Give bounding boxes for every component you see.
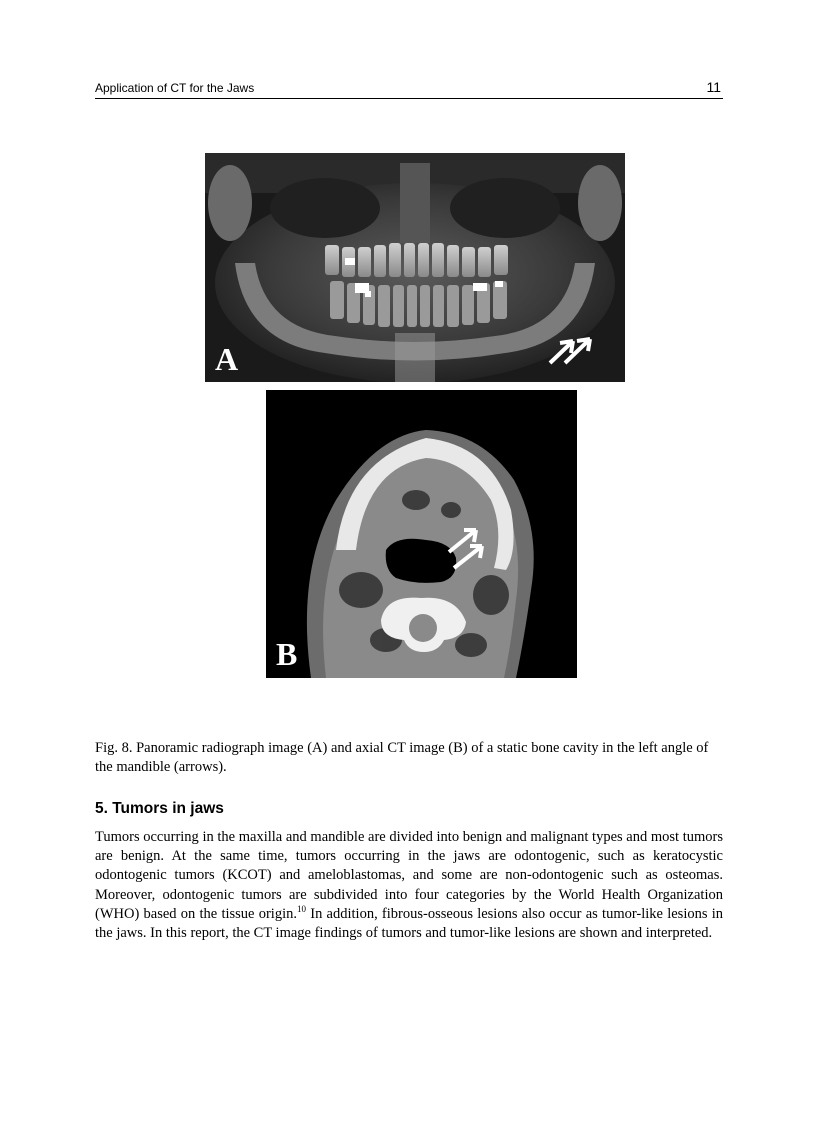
section-paragraph <box>95 828 723 943</box>
panel-a-label: A <box>215 341 239 377</box>
axial-ct-image <box>266 390 577 678</box>
page-number: 11 <box>706 79 721 95</box>
panoramic-radiograph-image <box>205 153 625 382</box>
figure-caption: Fig. 8. Panoramic radiograph image (A) and axial CT image (B) of a static bone cavity in the left angle of the mandible (arrows). <box>95 740 709 775</box>
panel-b-label: B <box>276 636 298 672</box>
axial-ct-drawing <box>266 390 577 678</box>
running-header-title: Application of CT for the Jaws <box>95 81 255 95</box>
reference-superscript: 10 <box>297 903 306 914</box>
paragraph-text-part2: In addition, fibrous-osseous lesions also occur as tumor-like lesions in the jaws. In this report, the CT image findings of tumors and tumor-like lesions are shown and interpreted. <box>95 905 723 942</box>
paragraph-text-part1: Tumors occurring in the maxilla and mandible are divided into benign and malignant types and most tumors are benign. At the same time, tumors occurring in the jaws are odontogenic, such as keratocystic odontogenic tumors (KCOT) and ameloblastomas, and some are non-odontogenic such as osteomas. Moreover, odontogenic tumors are subdivided into four categories by the World Health Organization (WHO) based on the tissue origin. <box>95 829 723 922</box>
section-heading: 5. Tumors in jaws <box>95 800 224 817</box>
running-header <box>95 80 723 99</box>
panoramic-radiograph-drawing <box>205 153 625 382</box>
